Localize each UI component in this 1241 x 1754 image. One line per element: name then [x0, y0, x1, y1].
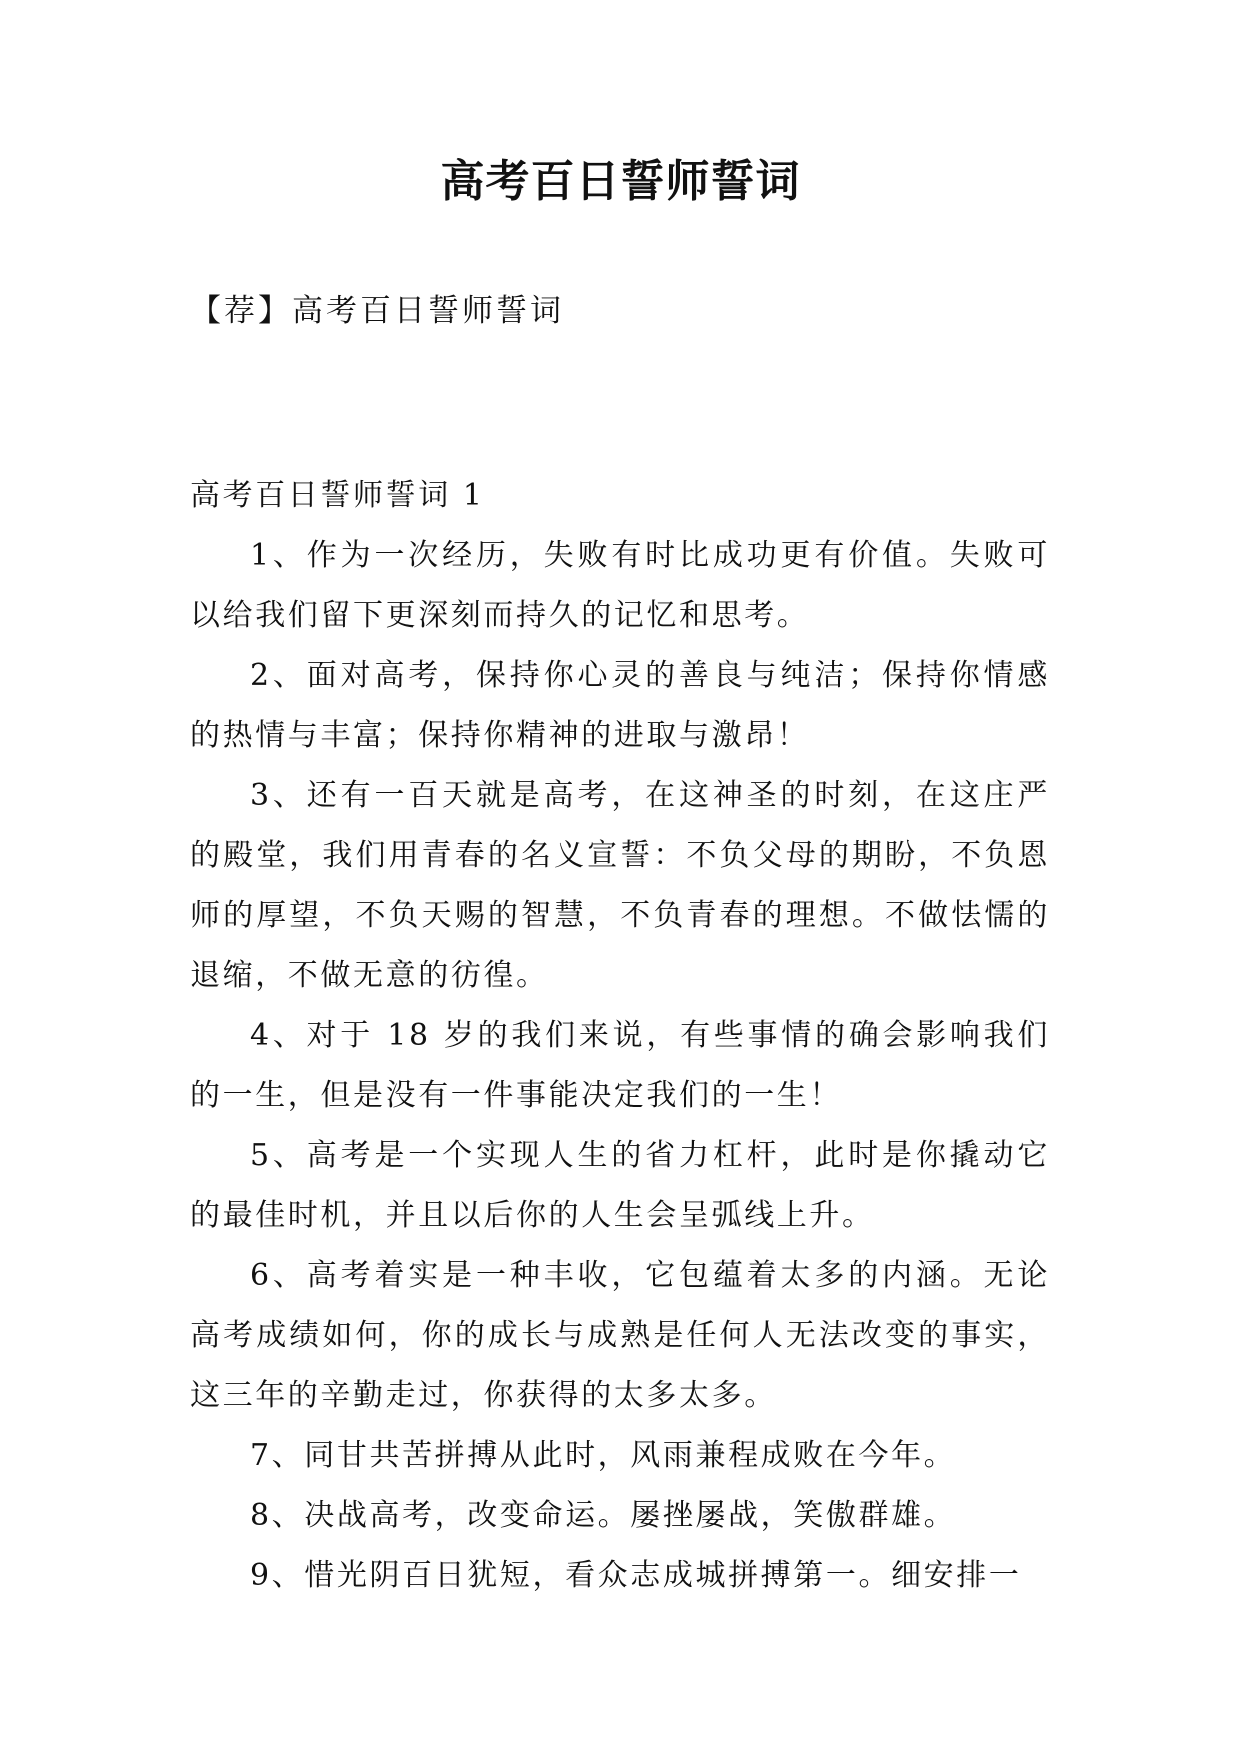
recommend-line: 【荐】高考百日誓师誓词: [190, 293, 564, 329]
paragraph-8: 8、决战高考，改变命运。屡挫屡战，笑傲群雄。: [250, 1498, 957, 1533]
paragraph-5: 5、高考是一个实现人生的省力杠杆，此时是你撬动它的最佳时机，并且以后你的人生会呈弧线上升。: [190, 1138, 1050, 1233]
paragraph-9: 9、惜光阴百日犹短，看众志成城拼搏第一。细安排一: [250, 1558, 1022, 1593]
paragraph-6: 6、高考着实是一种丰收，它包蕴着太多的内涵。无论高考成绩如何，你的成长与成熟是任何人无法改变的事实，这三年的辛勤走过，你获得的太多太多。: [190, 1258, 1050, 1413]
paragraph-2: 2、面对高考，保持你心灵的善良与纯洁；保持你情感的热情与丰富；保持你精神的进取与激昂！: [190, 658, 1050, 753]
paragraph-7: 7、同甘共苦拼搏从此时，风雨兼程成败在今年。: [250, 1438, 957, 1473]
paragraph-1: 1、作为一次经历，失败有时比成功更有价值。失败可以给我们留下更深刻而持久的记忆和思考。: [190, 538, 1050, 633]
document-body: [190, 466, 1050, 1606]
section-heading: 高考百日誓师誓词 1: [190, 478, 485, 513]
paragraph-4: 4、对于 18 岁的我们来说，有些事情的确会影响我们的一生，但是没有一件事能决定我们的一生！: [190, 1018, 1050, 1113]
document-title: 高考百日誓师誓词: [440, 156, 801, 207]
paragraph-3: 3、还有一百天就是高考，在这神圣的时刻，在这庄严的殿堂，我们用青春的名义宣誓：不负父母的期盼，不负恩师的厚望，不负天赐的智慧，不负青春的理想。不做怯懦的退缩，不做无意的彷徨。: [190, 778, 1050, 993]
